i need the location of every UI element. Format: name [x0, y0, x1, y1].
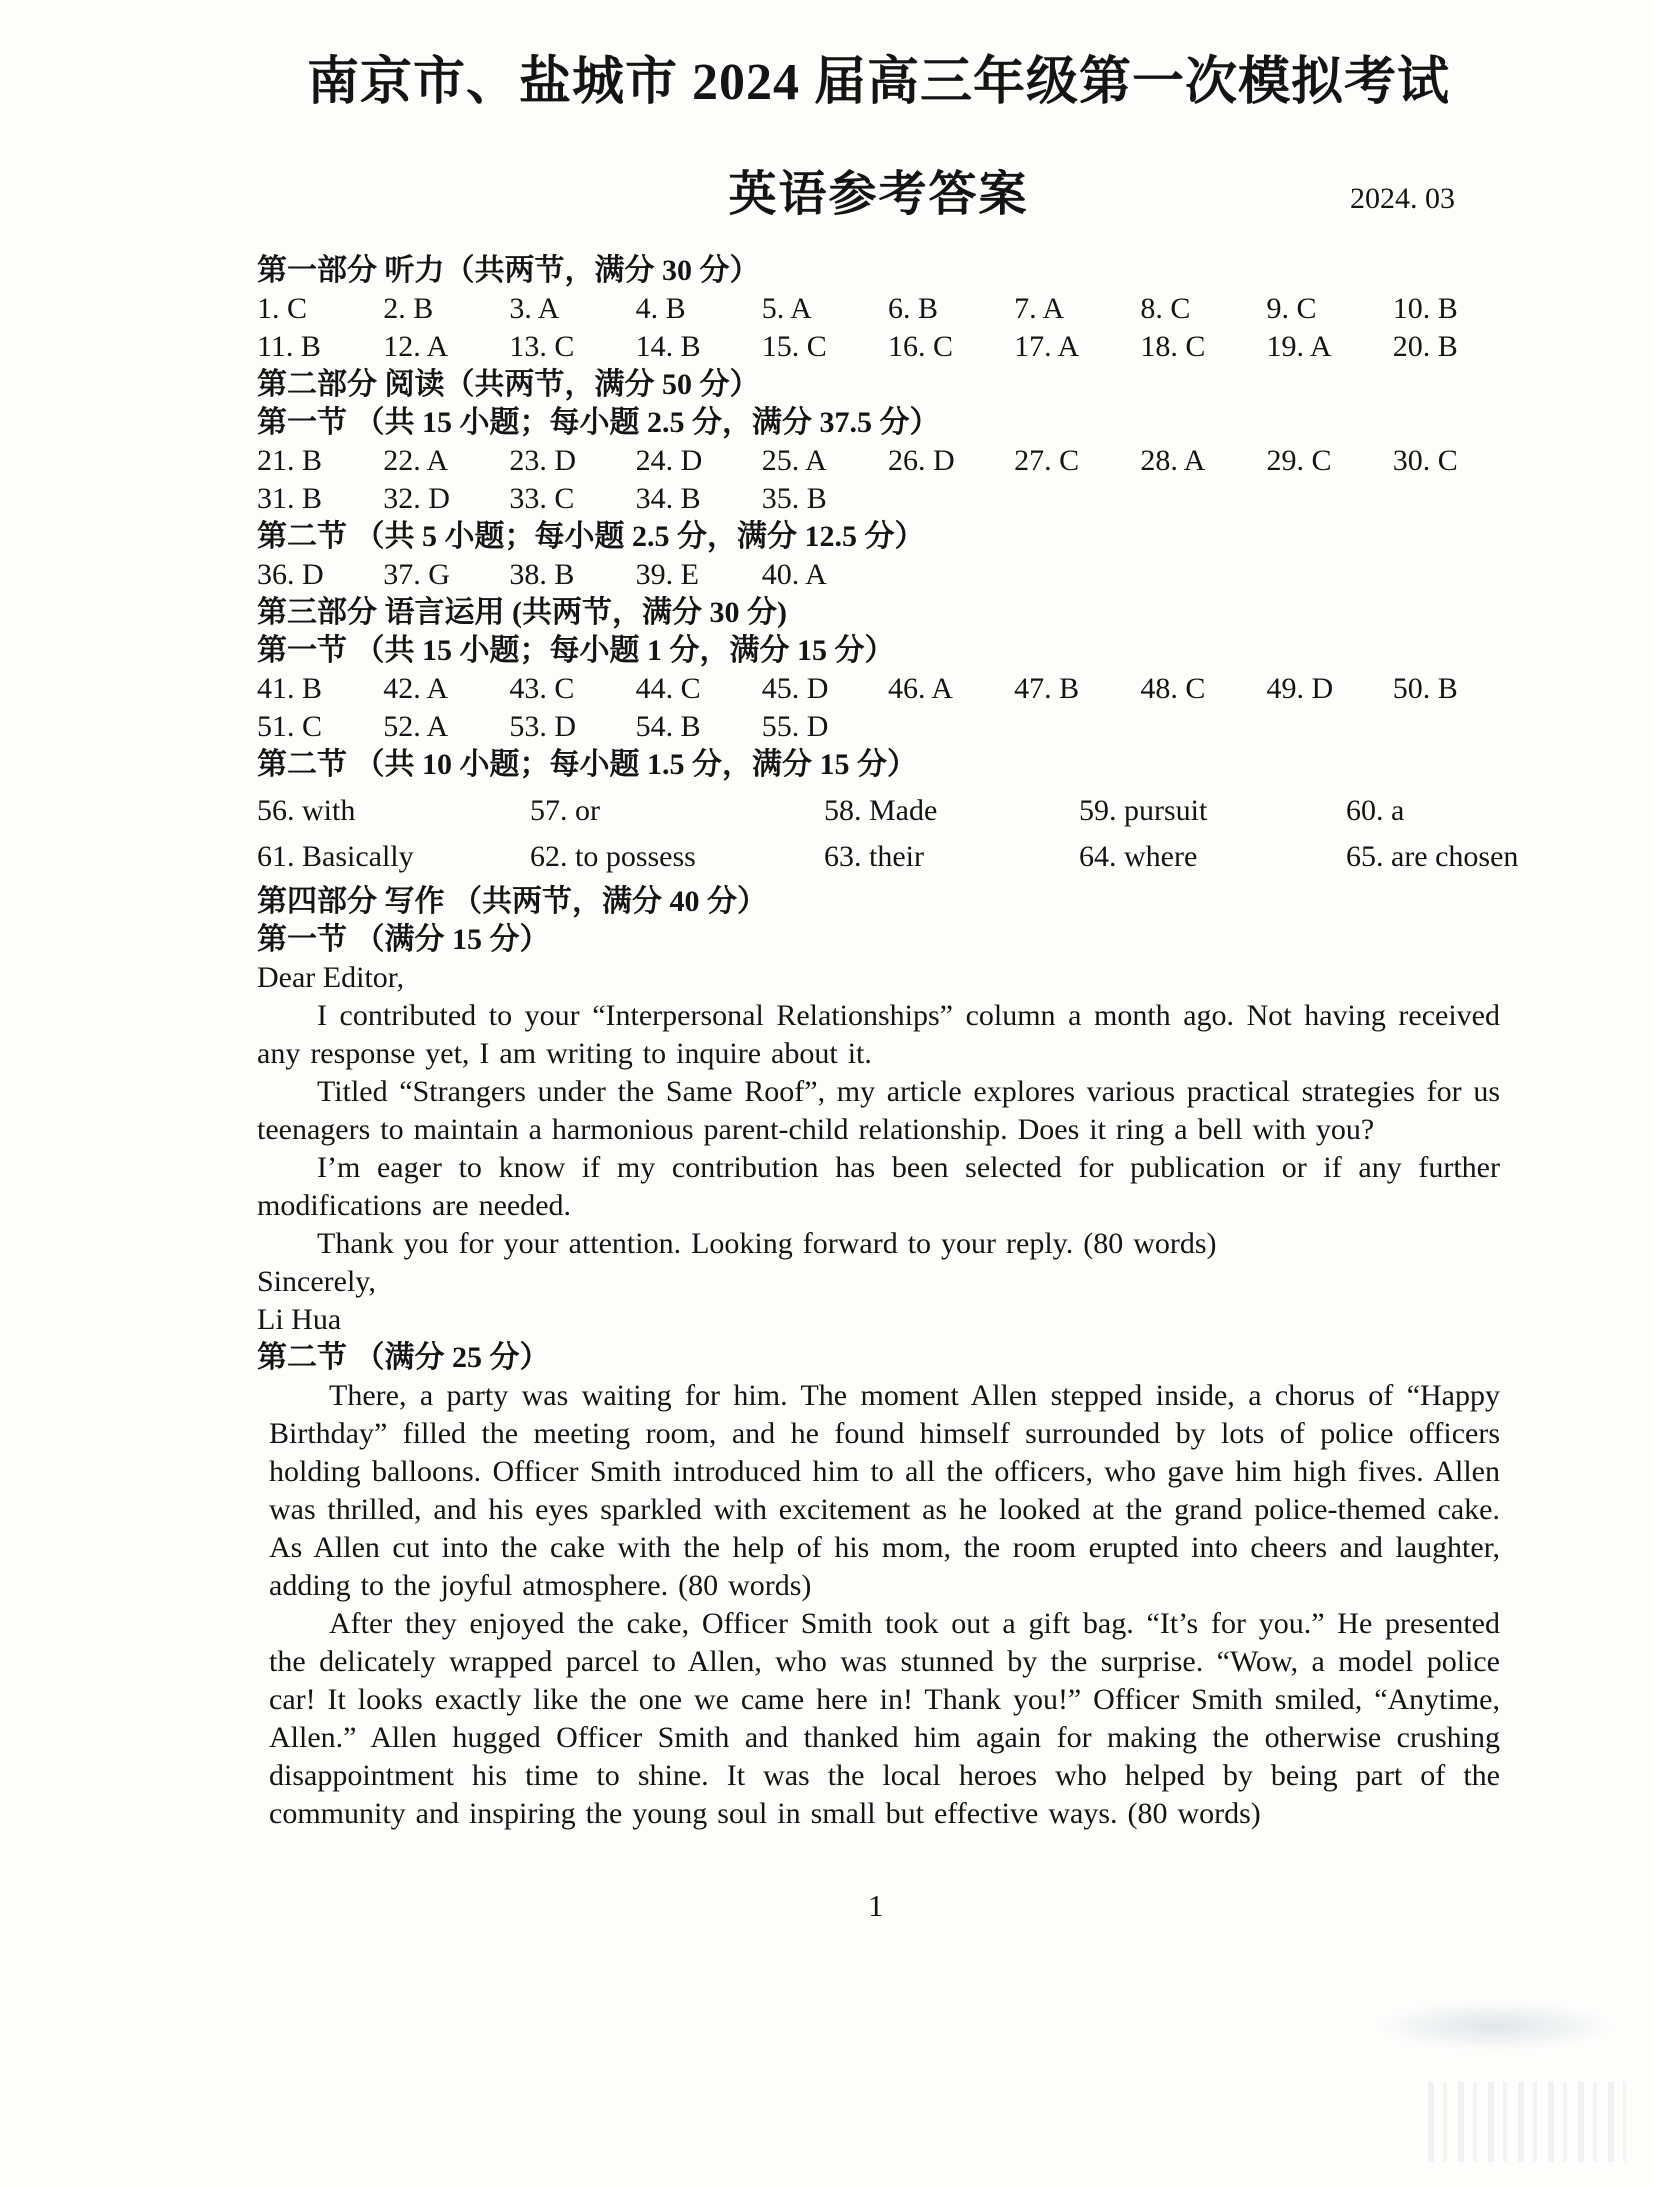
answer-item: 23. D: [509, 444, 577, 477]
answer-item: 26. D: [887, 444, 955, 477]
letter-closing: Sincerely,: [257, 1265, 376, 1298]
answer-item: 11. B: [257, 330, 321, 363]
answer-item: 50. B: [1392, 672, 1458, 705]
letter-paragraph: I contributed to your “Interpersonal Relationships” column a month ago. Not having received any response yet, I am writing to inquire about it.: [257, 999, 1500, 1070]
answer-item: 57. or: [530, 794, 600, 827]
answer-item: 1. C: [257, 292, 308, 325]
answer-item: 62. to possess: [530, 840, 696, 873]
part3-heading: 第三部分 语言运用 (共两节，满分 30 分): [257, 596, 787, 629]
answer-item: 10. B: [1392, 292, 1458, 325]
answer-item: 8. C: [1140, 292, 1191, 325]
answer-item: 55. D: [761, 710, 829, 743]
answer-item: 33. C: [509, 482, 575, 515]
answers-41-50: [257, 670, 1500, 708]
page-title: 南京市、盐城市 2024 届高三年级第一次模拟考试: [306, 54, 1450, 111]
letter-signature: Li Hua: [257, 1303, 342, 1336]
answer-item: 36. D: [257, 558, 324, 591]
answers-51-55: [257, 708, 1500, 746]
answer-item: 43. C: [509, 672, 575, 705]
answer-item: 51. C: [257, 710, 323, 743]
answer-item: 29. C: [1266, 444, 1332, 477]
answers-21-30: [257, 442, 1500, 480]
part2-section1-heading: 第一节 （共 15 小题；每小题 2.5 分，满分 37.5 分）: [257, 406, 940, 439]
answer-item: 64. where: [1079, 840, 1198, 873]
part4-heading: 第四部分 写作 （共两节，满分 40 分）: [257, 885, 767, 918]
answer-item: 5. A: [761, 292, 812, 325]
answer-item: 52. A: [383, 710, 449, 743]
faint-barcode-watermark: [1428, 2082, 1626, 2162]
answer-item: 58. Made: [824, 794, 938, 827]
answer-item: 49. D: [1266, 672, 1334, 705]
answer-item: 61. Basically: [257, 840, 414, 873]
answer-item: 25. A: [761, 444, 827, 477]
answers-61-65: [257, 838, 1519, 876]
part1-heading: 第一部分 听力（共两节，满分 30 分）: [257, 254, 760, 287]
answer-item: 30. C: [1392, 444, 1458, 477]
answer-item: 39. E: [635, 558, 699, 591]
letter-paragraph: Titled “Strangers under the Same Roof”, my article explores various practical strategies for us teenagers to maintain a harmonious parent-child relationship. Does it ring a bell with you?: [257, 1075, 1500, 1146]
answer-item: 56. with: [257, 794, 356, 827]
answers-36-40: [257, 556, 1500, 594]
answer-item: 16. C: [887, 330, 953, 363]
model-essay: [257, 1377, 1500, 1833]
letter-paragraph: I’m eager to know if my contribution has been selected for publication or if any further modifications are needed.: [257, 1151, 1500, 1222]
answer-item: 34. B: [635, 482, 701, 515]
page-subtitle: 英语参考答案: [728, 168, 1029, 221]
answer-item: 6. B: [887, 292, 938, 325]
answer-item: 2. B: [383, 292, 434, 325]
answer-item: 32. D: [383, 482, 450, 515]
answers-11-20: [257, 328, 1500, 366]
answer-item: 12. A: [383, 330, 449, 363]
answer-item: 24. D: [635, 444, 703, 477]
answers-31-35: [257, 480, 1500, 518]
answer-item: 41. B: [257, 672, 323, 705]
answer-item: 31. B: [257, 482, 323, 515]
model-letter: [257, 959, 1500, 1339]
part4-section2-heading: 第二节 （满分 25 分）: [257, 1341, 550, 1374]
answer-item: 53. D: [509, 710, 577, 743]
answers-1-10: [257, 290, 1500, 328]
answer-item: 19. A: [1266, 330, 1332, 363]
answer-item: 20. B: [1392, 330, 1458, 363]
answer-item: 59. pursuit: [1079, 794, 1208, 827]
answer-item: 47. B: [1014, 672, 1080, 705]
letter-salutation: Dear Editor,: [257, 961, 405, 994]
answer-item: 37. G: [383, 558, 450, 591]
answer-item: 4. B: [635, 292, 686, 325]
answer-item: 44. C: [635, 672, 701, 705]
answer-item: 28. A: [1140, 444, 1206, 477]
answer-item: 14. B: [635, 330, 701, 363]
answer-item: 63. their: [824, 840, 924, 873]
part2-section2-heading: 第二节 （共 5 小题；每小题 2.5 分，满分 12.5 分）: [257, 520, 925, 553]
subtitle-row: [257, 166, 1500, 224]
answer-item: 35. B: [761, 482, 827, 515]
answer-item: 38. B: [509, 558, 575, 591]
essay-paragraph: There, a party was waiting for him. The moment Allen stepped inside, a chorus of “Happy Birthday” filled the meeting room, and he found himself surrounded by lots of police officers holding balloons. Officer Smith introduced him to all the officers, who gave him high fives. Allen was thrilled, and his eyes sparkled with excitement as he looked at the grand police-themed cake. As Allen cut into the cake with the help of his mom, the room erupted into cheers and laughter, adding to the joyful atmosphere. (80 words): [269, 1379, 1500, 1602]
answer-item: 13. C: [509, 330, 575, 363]
answer-item: 40. A: [761, 558, 827, 591]
answer-item: 48. C: [1140, 672, 1206, 705]
answer-content: [257, 252, 1519, 1833]
part3-section1-heading: 第一节 （共 15 小题；每小题 1 分，满分 15 分）: [257, 634, 895, 667]
part2-heading: 第二部分 阅读（共两节，满分 50 分）: [257, 368, 760, 401]
answer-item: 46. A: [887, 672, 953, 705]
part4-section1-heading: 第一节 （满分 15 分）: [257, 923, 550, 956]
answer-item: 15. C: [761, 330, 827, 363]
answer-item: 60. a: [1346, 794, 1405, 827]
answer-item: 42. A: [383, 672, 449, 705]
exam-date: 2024. 03: [1350, 182, 1455, 215]
answer-item: 3. A: [509, 292, 560, 325]
answer-item: 22. A: [383, 444, 449, 477]
answer-item: 65. are chosen: [1346, 840, 1519, 873]
answer-item: 17. A: [1014, 330, 1080, 363]
answer-item: 18. C: [1140, 330, 1206, 363]
answer-item: 45. D: [761, 672, 829, 705]
answer-item: 54. B: [635, 710, 701, 743]
answer-item: 21. B: [257, 444, 323, 477]
letter-paragraph: Thank you for your attention. Looking forward to your reply. (80 words): [317, 1227, 1217, 1260]
part3-section2-heading: 第二节 （共 10 小题；每小题 1.5 分，满分 15 分）: [257, 748, 917, 781]
page-number: 1: [868, 1888, 884, 1923]
answer-item: 7. A: [1014, 292, 1065, 325]
scan-smudge-watermark: [1377, 2002, 1612, 2050]
answer-item: 9. C: [1266, 292, 1317, 325]
answers-56-60: [257, 792, 1500, 830]
essay-paragraph: After they enjoyed the cake, Officer Smith took out a gift bag. “It’s for you.” He presented the delicately wrapped parcel to Allen, who was stunned by the surprise. “Wow, a model police car! It looks exactly like the one we came here in! Thank you!” Officer Smith smiled, “Anytime, Allen.” Allen hugged Officer Smith and thanked him again for making the otherwise crushing disappointment his time to shine. It was the local heroes who helped by being part of the community and inspiring the young soul in small but effective ways. (80 words): [269, 1607, 1500, 1830]
answer-item: 27. C: [1014, 444, 1080, 477]
